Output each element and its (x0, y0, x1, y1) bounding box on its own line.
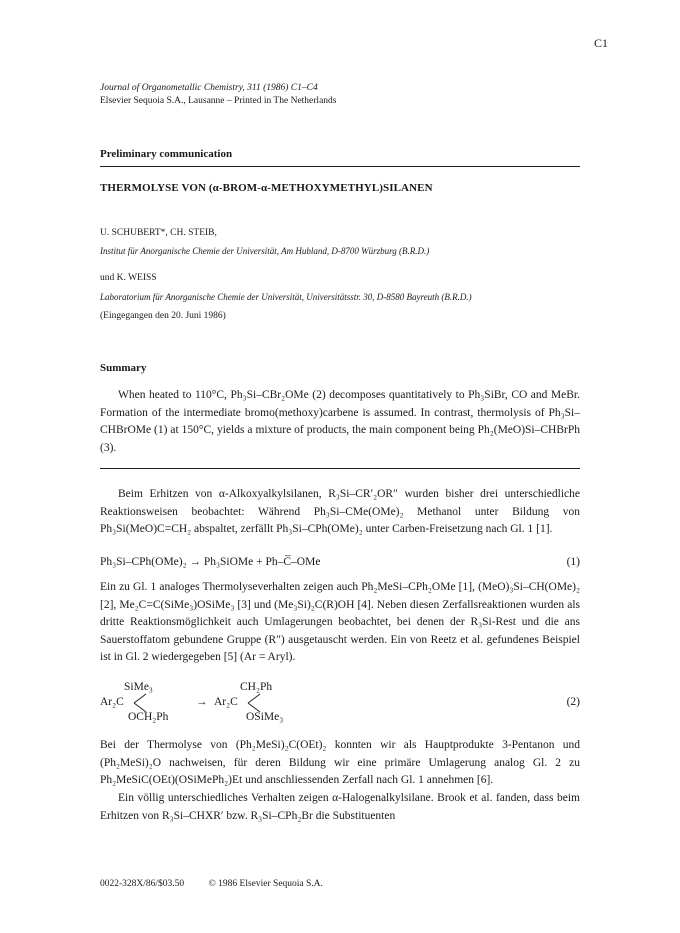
paragraph-halogen: Ein völlig unterschiedliches Verhalten zeigen α-Halogenalkylsilane. Brook et al. fanden, dass beim Erhitzen von R₃Si–CHXR′ bzw. R₃Si–CPh₂Br die Substituenten (100, 792, 580, 822)
publisher-line: Elsevier Sequoia S.A., Lausanne – Printed in The Netherlands (100, 96, 337, 106)
title-rule (100, 166, 580, 167)
paragraph-thermolysis: Ein zu Gl. 1 analoges Thermolyseverhalten zeigen auch Ph₂MeSi–CPh₂OMe [1], (MeO)₃Si–CH(OMe)₂ [2], Me₂C=C(SiMe₃)OSiMe₃ [3] und (Me₃Si)₂C(R)OH [4]. Neben diesen Zerfallsreaktionen wurden als dritte Reaktionsmöglichkeit auch Umlagerungen beobachtet, bei denen der R₃Si-Rest und die ans Sauerstoffatom gebundene Gruppe (R″) ausgetauscht werden. Ein von Reetz et al. gefundenes Beispiel ist in Gl. 2 wiedergegeben [5] (Ar = Aryl). (100, 581, 580, 663)
equation-2-right-top: CH₂Ph (240, 681, 273, 693)
summary-text: When heated to 110°C, Ph₃Si–CBr₂OMe (2) decomposes quantitatively to Ph₃SiBr, CO and MeBr. Formation of the intermediate bromo(methoxy)carbene is assumed. In contrast, thermolysis of Ph₃Si–CHBrOMe (1) at 150°C, yields a mixture of products, the main component being Ph₂(MeO)Si–CHBrPh (3). (100, 389, 580, 454)
page-number: C1 (593, 36, 608, 50)
footer (100, 879, 323, 889)
equation-1-number: (1) (566, 556, 580, 568)
equation-2-right-mid: Ar₂C (214, 696, 238, 708)
affiliation-primary: Institut für Anorganische Chemie der Universität, Am Hubland, D-8700 Würzburg (B.R.D.) (100, 246, 430, 256)
summary-heading: Summary (100, 362, 147, 374)
footer-code: 0022-328X/86/$03.50 (100, 879, 185, 889)
equation-2-number: (2) (566, 696, 580, 708)
authors-secondary: und K. WEISS (100, 273, 157, 283)
equation-2 (100, 681, 580, 727)
paragraph-intro: Beim Erhitzen von α-Alkoxyalkylsilanen, R₃Si–CR′₂OR″ wurden bisher drei unterschiedliche Reaktionsweisen beobachtet: Während Ph₃Si–CMe(OMe)₂ Methanol unter Bildung von Ph₃Si(MeO)C=CH₂ abspaltet, zerfällt Ph₃Si–CPh(OMe)₂ unter Carben-Freisetzung nach Gl. 1 [1]. (100, 488, 580, 535)
section-label: Preliminary communication (100, 148, 233, 160)
equation-2-right-bottom: OSiMe₃ (246, 711, 284, 723)
equation-2-left-top: SiMe₃ (124, 681, 153, 693)
received-date: (Eingegangen den 20. Juni 1986) (100, 311, 226, 321)
equation-2-left-mid: Ar₂C (100, 696, 124, 708)
equation-1 (100, 556, 580, 574)
equation-2-arrow: → (196, 696, 208, 708)
equation-1-text: Ph₃Si–CPh(OMe)₂ → Ph₃SiOMe + Ph–C̅–OMe (100, 556, 321, 568)
footer-copyright: © 1986 Elsevier Sequoia S.A. (208, 879, 323, 889)
summary-rule (100, 468, 580, 469)
journal-header (100, 82, 336, 108)
affiliation-secondary: Laboratorium für Anorganische Chemie der Universität, Universitätsstr. 30, D-8580 Bayreuth (B.R.D.) (100, 292, 472, 302)
paper-title: THERMOLYSE VON (α-BROM-α-METHOXYMETHYL)SILANEN (100, 182, 433, 194)
paragraph-rearrangement: Bei der Thermolyse von (Ph₂MeSi)₂C(OEt)₂ konnten wir als Hauptprodukte 3-Pentanon und (Ph₂MeSi)₂O nachweisen, für deren Bildung wir eine primäre Umlagerung analog Gl. 2 zu Ph₂MeSiC(OEt)(OSiMePh₂)Et und anschliessenden Zerfall nach Gl. 1 annehmen [6]. (100, 739, 580, 786)
equation-2-left-bottom: OCH₂Ph (128, 711, 169, 723)
journal-citation: Journal of Organometallic Chemistry, 311 (1986) C1–C4 (100, 83, 318, 93)
authors-primary: U. SCHUBERT*, CH. STEIB, (100, 228, 217, 238)
